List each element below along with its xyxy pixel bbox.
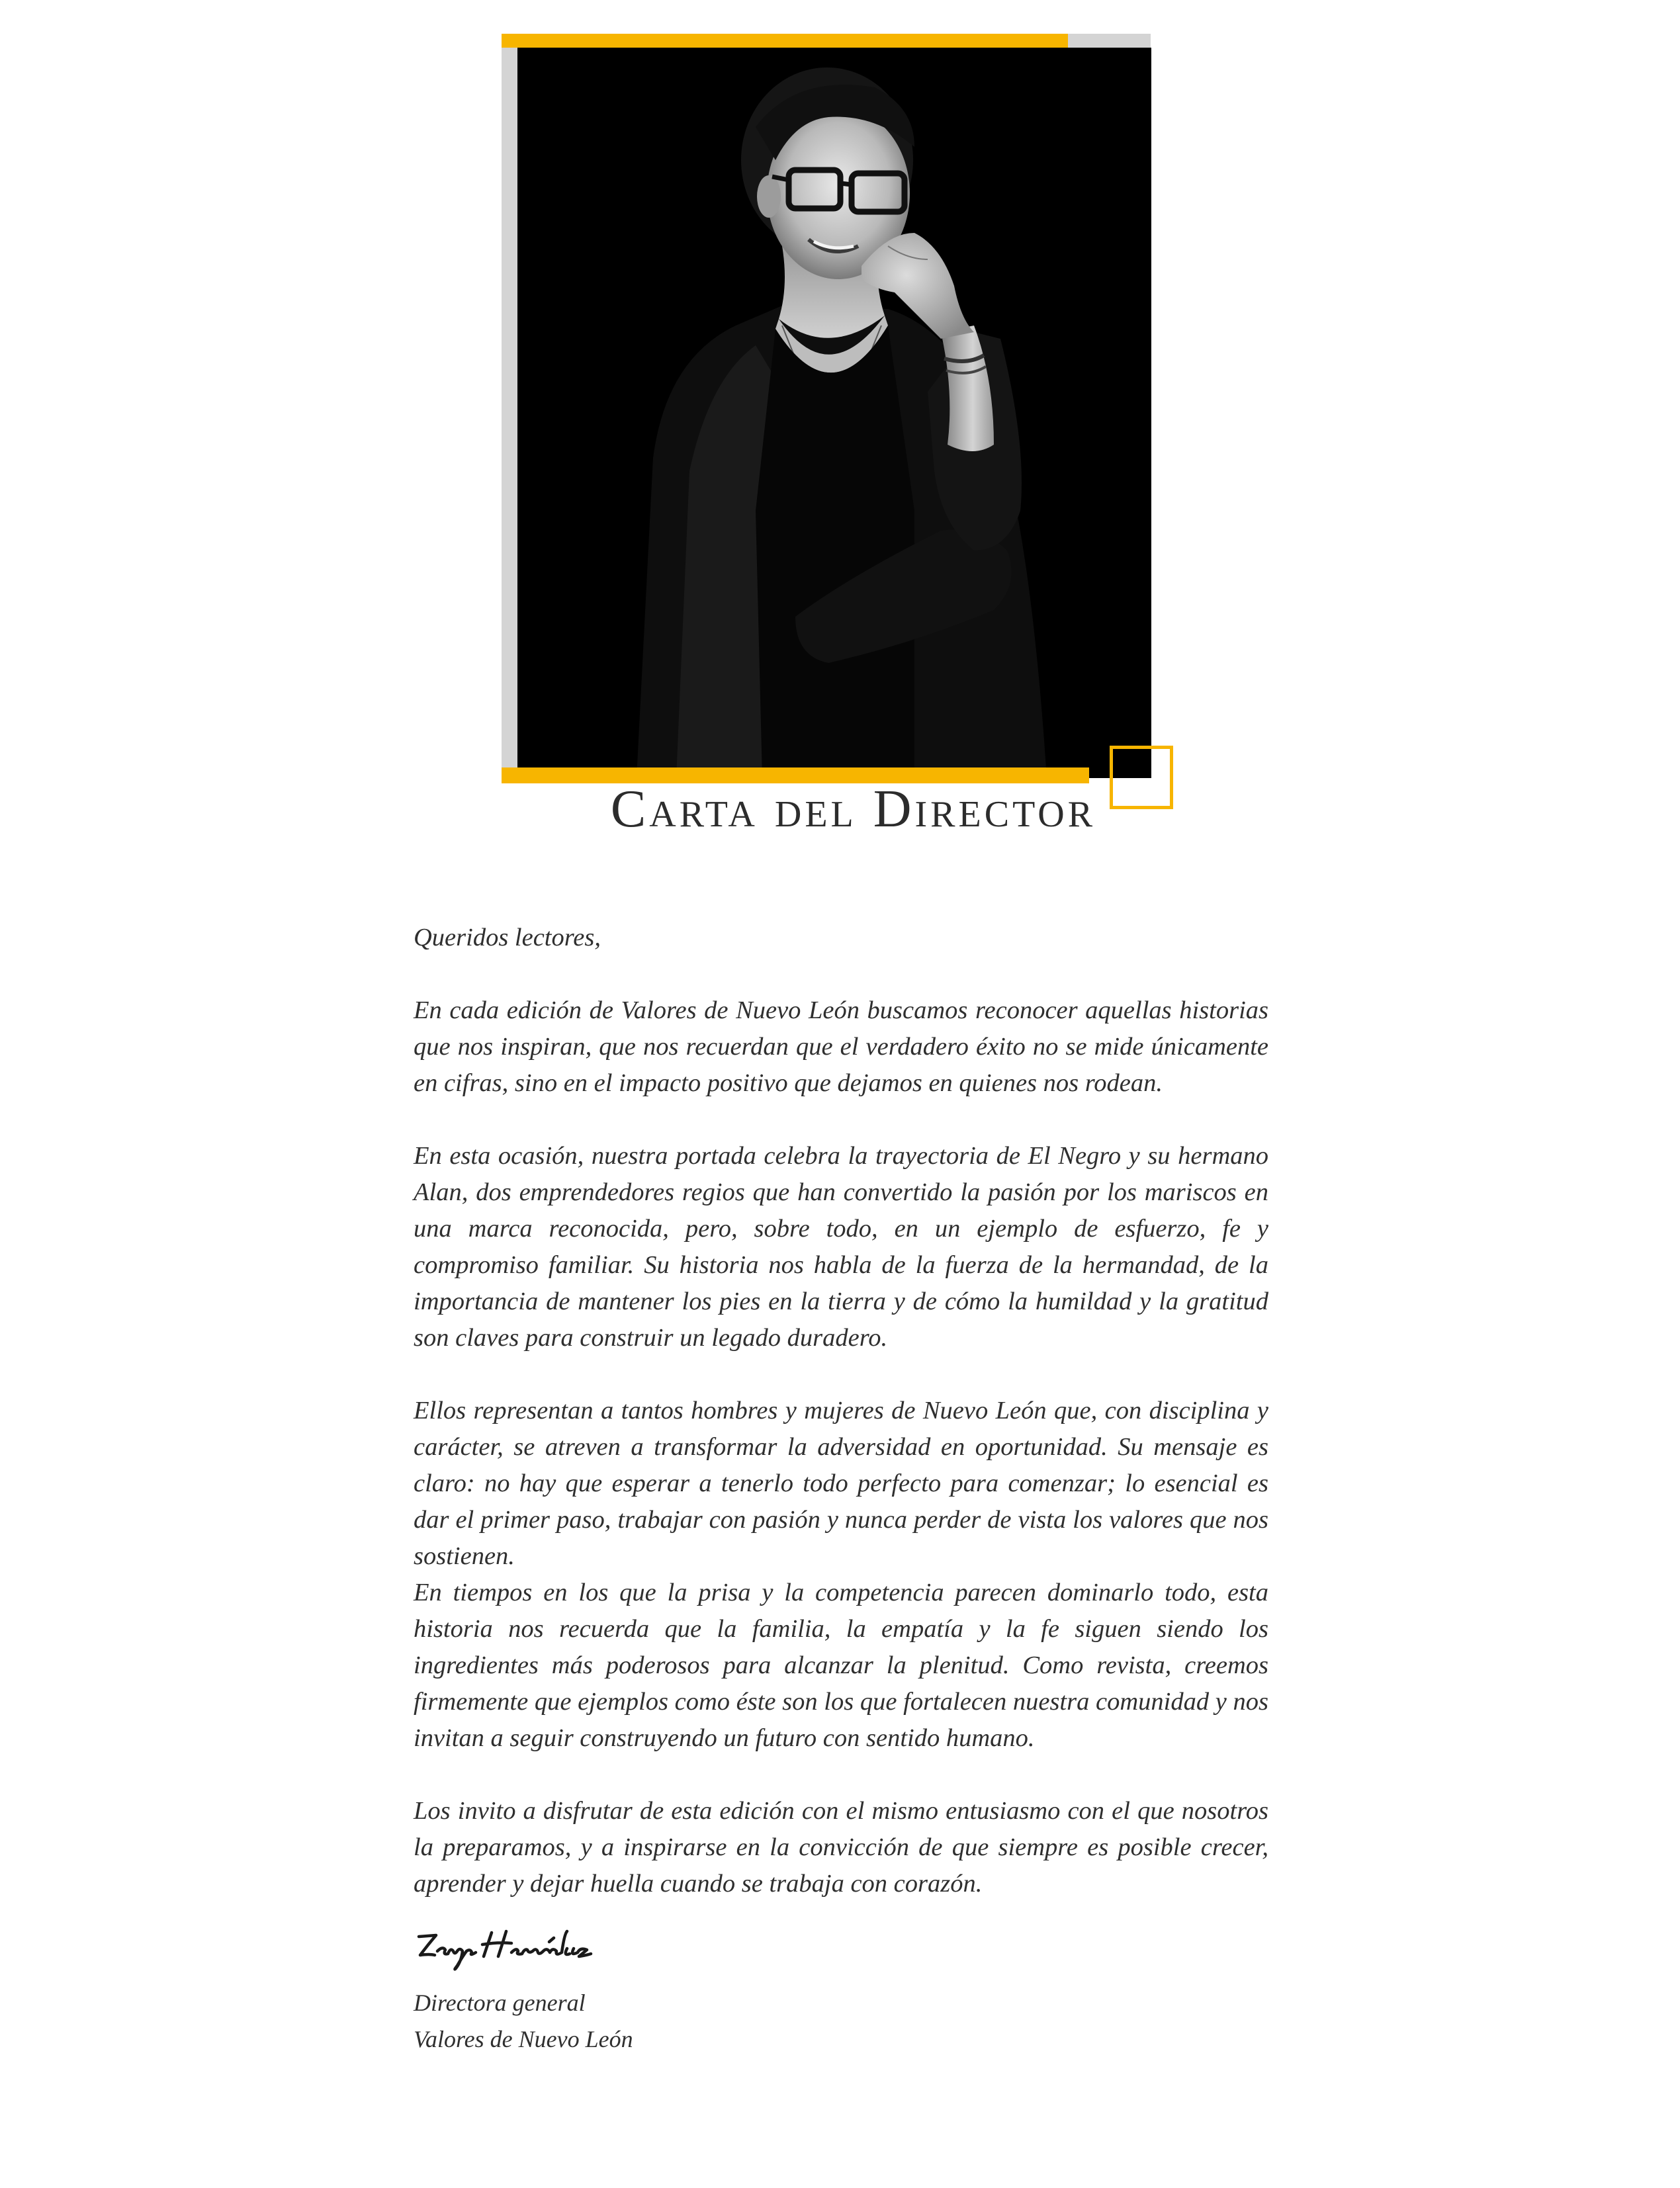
handwritten-signature [414,1922,811,1975]
letter-paragraph: En esta ocasión, nuestra portada celebra la trayectoria de El Negro y su hermano Alan, dos emprendedores regios que han convertido la pasión por los mariscos en una marca reconocida, pero, sobre todo, en un ejemplo de esfuerzo, fe y compromiso familiar. Su historia nos habla de la fuerza de la hermandad, de la importancia de mantener los pies en la tierra y de cómo la humildad y la gratitud son claves para construir un legado duradero. [414,1142,1268,1352]
letter-paragraph: Los invito a disfrutar de esta edición con el mismo entusiasmo con el que nosotros la preparamos, y a inspirarse en la convicción de que siempre es posible crecer, aprender y dejar huella cuando se trabaja con corazón. [414,1797,1268,1898]
letter-paragraph: En cada edición de Valores de Nuevo León buscamos reconocer aquellas historias que nos inspiran, que nos recuerdan que el verdadero éxito no se mide únicamente en cifras, sino en el impacto positivo que dejamos en quienes nos rodean. [414,996,1268,1097]
frame-gray-left-bar [502,48,519,783]
signer-organization: Valores de Nuevo León [414,2026,633,2052]
letter-paragraph: En tiempos en los que la prisa y la competencia parecen dominarlo todo, esta historia nos recuerda que la familia, la empatía y la fe siguen siendo los ingredientes más poderosos para alcanzar la plenitud. Como revista, creemos firmemente que ejemplos como éste son los que fortalecen nuestra comunidad y nos invitan a seguir construyendo un futuro con sentido humano. [414,1579,1268,1752]
letter-paragraph: Ellos representan a tantos hombres y mujeres de Nuevo León que, con disciplina y carácter, se atreven a transformar la adversidad en oportunidad. Su mensaje es claro: no hay que esperar a tenerlo todo perfecto para comenzar; lo esencial es dar el primer paso, trabajar con pasión y nunca perder de vista los valores que nos sostienen. [414,1397,1268,1570]
page-title: Carta del Director [610,780,1096,838]
signature-block [414,1985,633,2058]
signer-role: Directora general [414,1990,586,2016]
letter-greeting: Queridos lectores, [414,924,601,951]
letter-body [414,920,1268,1939]
portrait-photo [517,48,1151,778]
